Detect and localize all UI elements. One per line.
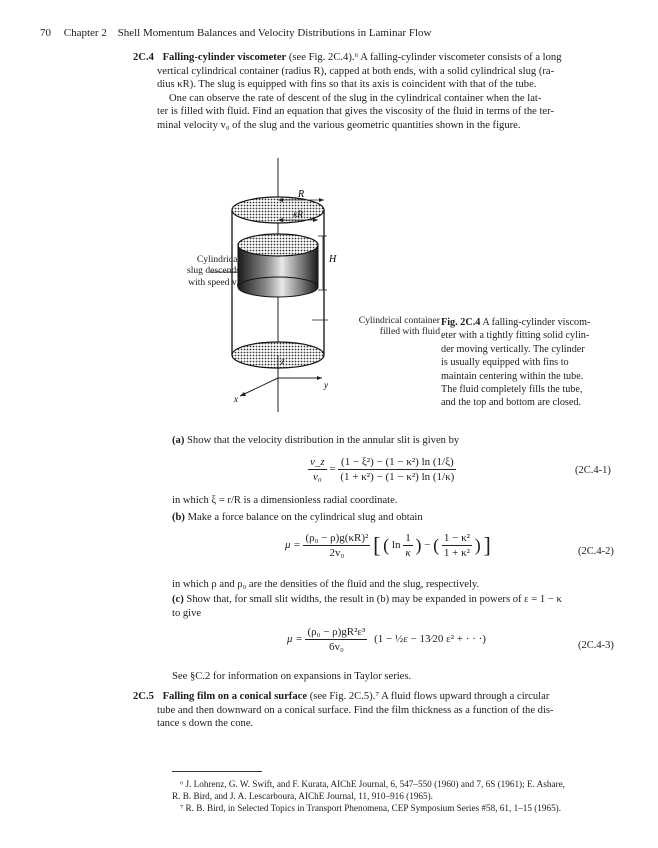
problem-text: (see Fig. 2C.5).⁷ A fluid flows upward through a circular: [309, 691, 550, 702]
container-label: Cylindrical container filled with fluid: [358, 315, 440, 338]
equation-2c4-2: μ = $\frac{\text{(ρ₀ − ρ)g(κR)²}}{\text{2v₀}}$ [ ( ln $\frac{1}{\kappa}$ ) − ( $\frac{\text{1 − κ²}}{\text{1 + κ²}}$ ) ]: [285, 532, 491, 559]
running-header: [40, 27, 431, 39]
equation-number: (2C.4-3): [578, 640, 614, 651]
footnote-7: ⁷ R. B. Bird, in Selected Topics in Transport Phenomena, CEP Symposium Series #58, 61, 1–15 (1965).: [180, 803, 562, 814]
dimension-arrowhead: [319, 198, 324, 202]
caption-label: Fig. 2C.4: [441, 317, 481, 328]
problem-text: One can observe the rate of descent of the slug in the cylindrical container when the lat-: [169, 92, 542, 104]
problem-title: Falling film on a conical surface: [162, 691, 308, 702]
x-axis: [240, 378, 278, 396]
footnotes: [172, 778, 632, 815]
dimension-arrowhead: [313, 218, 318, 222]
part-c-text2: to give: [172, 608, 202, 619]
footnote-6: ⁶ J. Lohrenz, G. W. Swift, and F. Kurata, AIChE Journal, 6, 547–550 (1960) and 7, 6S (1961); E. Ashare,: [180, 779, 565, 789]
figure-caption: Fig. 2C.4 A falling-cylinder viscom- eter with a tightly fitting solid cylin- der moving vertically. The cylinder is usually equipped with fins to maintain centering within the tube. The fluid completely fills the tube, and the top and bottom are closed.: [441, 317, 591, 409]
chapter-label: Chapter 2: [63, 27, 107, 39]
problem-2c4: [133, 51, 623, 133]
equation-number: (2C.4-2): [578, 546, 614, 557]
equation-number: (2C.4-1): [575, 465, 611, 476]
problem-title: Falling-cylinder viscometer: [162, 52, 287, 63]
label-y: y: [324, 380, 328, 390]
chapter-title: Shell Momentum Balances and Velocity Distributions in Laminar Flow: [117, 27, 432, 39]
label-H: H: [329, 254, 337, 265]
part-a: (a) Show that the velocity distribution in the annular slit is given by: [172, 435, 460, 446]
part-b-after: in which ρ and ρ₀ are the densities of the fluid and the slug, respectively.: [172, 579, 480, 590]
part-b: (b) Make a force balance on the cylindrical slug and obtain: [172, 512, 423, 523]
problem-2c5: [133, 690, 623, 731]
part-c: (c) Show that, for small slit widths, the result in (b) may be expanded in powers of ε = 1 − κ: [172, 594, 562, 605]
equation-2c4-1: $\frac{v\_z}{\text{v₀}}$ = $\frac{\text{(1 − ξ²) − (1 − κ²) ln (1/ξ)}}{\text{(1 + κ²) − (1 − κ²) ln (1/κ)}}$: [310, 456, 455, 483]
problem-number: 2C.4: [133, 52, 154, 63]
footnote-6-cont: R. B. Bird, and J. A. Lescarboura, AIChE Journal, 11, 910–916 (1965).: [172, 791, 433, 802]
problem-text: tube and then downward on a conical surface. Find the film thickness as a function of the dis-: [157, 704, 554, 716]
part-a-after: in which ξ = r/R is a dimensionless radial coordinate.: [172, 495, 398, 506]
footnote-rule: [172, 771, 262, 772]
problem-text: dius κR). The slug is equipped with fins so that its axis is coincident with that of the tube.: [157, 79, 537, 91]
axis-arrowhead: [317, 376, 322, 380]
top-cap: [232, 197, 324, 223]
problem-number: 2C.5: [133, 691, 154, 702]
problem-text: vertical cylindrical container (radius R), capped at both ends, with a solid cylindrical slug (ra-: [157, 65, 555, 77]
taylor-note: See §C.2 for information on expansions in Taylor series.: [172, 671, 412, 682]
problem-text: ter is filled with fluid. Find an equation that gives the viscosity of the fluid in terms of the ter-: [157, 106, 554, 118]
label-z: z: [281, 356, 285, 366]
viscometer-figure: [150, 150, 450, 435]
label-kR: κR: [293, 209, 303, 219]
problem-text: minal velocity v₀ of the slug and the various geometric quantities shown in the figure.: [157, 119, 521, 131]
label-R: R: [297, 189, 305, 200]
label-x: x: [234, 394, 238, 404]
slug-label: Cylindrical slug descends with speed v₀: [186, 254, 240, 288]
slug-bottom: [238, 277, 318, 297]
page-number: 70: [40, 27, 51, 39]
problem-text: (see Fig. 2C.4).⁶ A falling-cylinder viscometer consists of a long: [288, 52, 562, 63]
problem-text: tance s down the cone.: [157, 718, 254, 730]
slug-top: [238, 234, 318, 256]
equation-2c4-3: μ = $\frac{\text{(ρ₀ − ρ)gR²ε³}}{\text{6v₀}}$ (1 − ½ε − 13⁄20 ε² + · · ·): [287, 626, 486, 653]
